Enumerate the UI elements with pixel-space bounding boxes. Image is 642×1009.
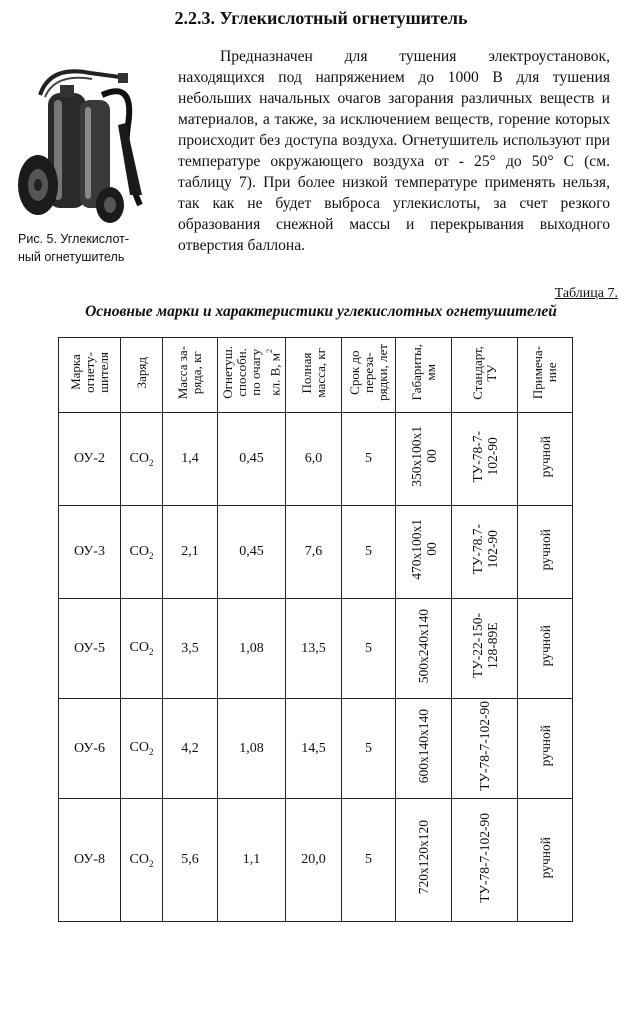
cell-recharge: 5 [342, 506, 396, 599]
cell-brand: ОУ-8 [59, 799, 121, 922]
cell-charge-mass: 1,4 [163, 413, 218, 506]
cell-full-mass: 20,0 [286, 799, 342, 922]
cell-charge: $CO_2$ [121, 799, 163, 922]
cell-brand: ОУ-3 [59, 506, 121, 599]
cell-note: ручной [518, 799, 573, 922]
header-note: Примеча- ние [518, 338, 573, 413]
cell-standard: ТУ-78-7- 102-90 [452, 413, 518, 506]
cell-standard: ТУ-78.7- 102-90 [452, 506, 518, 599]
header-recharge: Срок до переза- рядки, лет [342, 338, 396, 413]
cell-charge: $CO_2$ [121, 413, 163, 506]
table-title: Основные марки и характеристики углекислотных огнетушителей [85, 303, 557, 320]
cell-full-mass: 13,5 [286, 599, 342, 699]
section-heading: 2.2.3. Углекислотный огнетушитель [174, 8, 468, 28]
header-dimensions: Габариты, мм [396, 338, 452, 413]
caption-line-2: ный огнетушитель [18, 250, 125, 264]
header-standard: Стандарт, ТУ [452, 338, 518, 413]
table-row [59, 413, 573, 506]
cell-dimensions: 600х140х140 [396, 699, 452, 799]
cell-charge-mass: 2,1 [163, 506, 218, 599]
cell-charge: $CO_2$ [121, 599, 163, 699]
cell-capacity: 0,45 [218, 506, 286, 599]
figure-caption [18, 230, 168, 266]
header-charge: Заряд [121, 338, 163, 413]
extinguisher-table [58, 337, 573, 922]
header-full-mass: Полная масса, кг [286, 338, 342, 413]
header-charge-mass: Масса за- ряда, кг [163, 338, 218, 413]
header-brand: Марка огнету- шителя [59, 338, 121, 413]
cell-charge-mass: 5,6 [163, 799, 218, 922]
table-number: Таблица 7. [554, 286, 618, 301]
cell-full-mass: 14,5 [286, 699, 342, 799]
cell-note: ручной [518, 699, 573, 799]
cell-standard: ТУ-22-150- 128-89Е [452, 599, 518, 699]
cell-charge: $CO_2$ [121, 699, 163, 799]
cell-recharge: 5 [342, 413, 396, 506]
cell-charge-mass: 3,5 [163, 599, 218, 699]
cell-dimensions: 470х100х1 00 [396, 506, 452, 599]
table-row [59, 506, 573, 599]
cell-full-mass: 6,0 [286, 413, 342, 506]
caption-line-1: Рис. 5. Углекислот- [18, 232, 130, 246]
cell-brand: ОУ-5 [59, 599, 121, 699]
header-capacity: Огнетуш. способн. по очагу кл. В, $м^2$ [218, 338, 286, 413]
cell-brand: ОУ-2 [59, 413, 121, 506]
cell-charge-mass: 4,2 [163, 699, 218, 799]
cell-charge: $CO_2$ [121, 506, 163, 599]
cell-dimensions: 720х120х120 [396, 799, 452, 922]
cell-note: ручной [518, 413, 573, 506]
cell-recharge: 5 [342, 699, 396, 799]
cell-brand: ОУ-6 [59, 699, 121, 799]
cell-capacity: 1,1 [218, 799, 286, 922]
extinguisher-cart-image [10, 55, 162, 225]
cell-capacity: 0,45 [218, 413, 286, 506]
cell-dimensions: 350х100х1 00 [396, 413, 452, 506]
cell-capacity: 1,08 [218, 699, 286, 799]
body-paragraph: Предназначен для тушения электроустановок, находящихся под напряжением до 1000 В для тушения небольших начальных очагов загорания различных веществ и материалов, а также, за исключением веществ, горение которых происходит без доступа воздуха. Огнетушитель используют при температуре окружающего воздуха от - 25° до 50° С (см. таблицу 7). При более низкой температуре применять нельзя, так как не будет выброса углекислоты, за счет резкого образования снежной массы и перекрывания выходного отверстия баллона. [178, 48, 610, 254]
cell-capacity: 1,08 [218, 599, 286, 699]
extinguisher-illustration [10, 55, 162, 225]
table-row [59, 599, 573, 699]
cell-recharge: 5 [342, 799, 396, 922]
table-row [59, 799, 573, 922]
cell-note: ручной [518, 506, 573, 599]
cell-note: ручной [518, 599, 573, 699]
cell-standard: ТУ-78-7-102-90 [452, 799, 518, 922]
cell-recharge: 5 [342, 599, 396, 699]
cell-full-mass: 7,6 [286, 506, 342, 599]
table-row [59, 699, 573, 799]
cell-standard: ТУ-78-7-102-90 [452, 699, 518, 799]
cell-dimensions: 500х240х140 [396, 599, 452, 699]
table-header-row [59, 338, 573, 413]
